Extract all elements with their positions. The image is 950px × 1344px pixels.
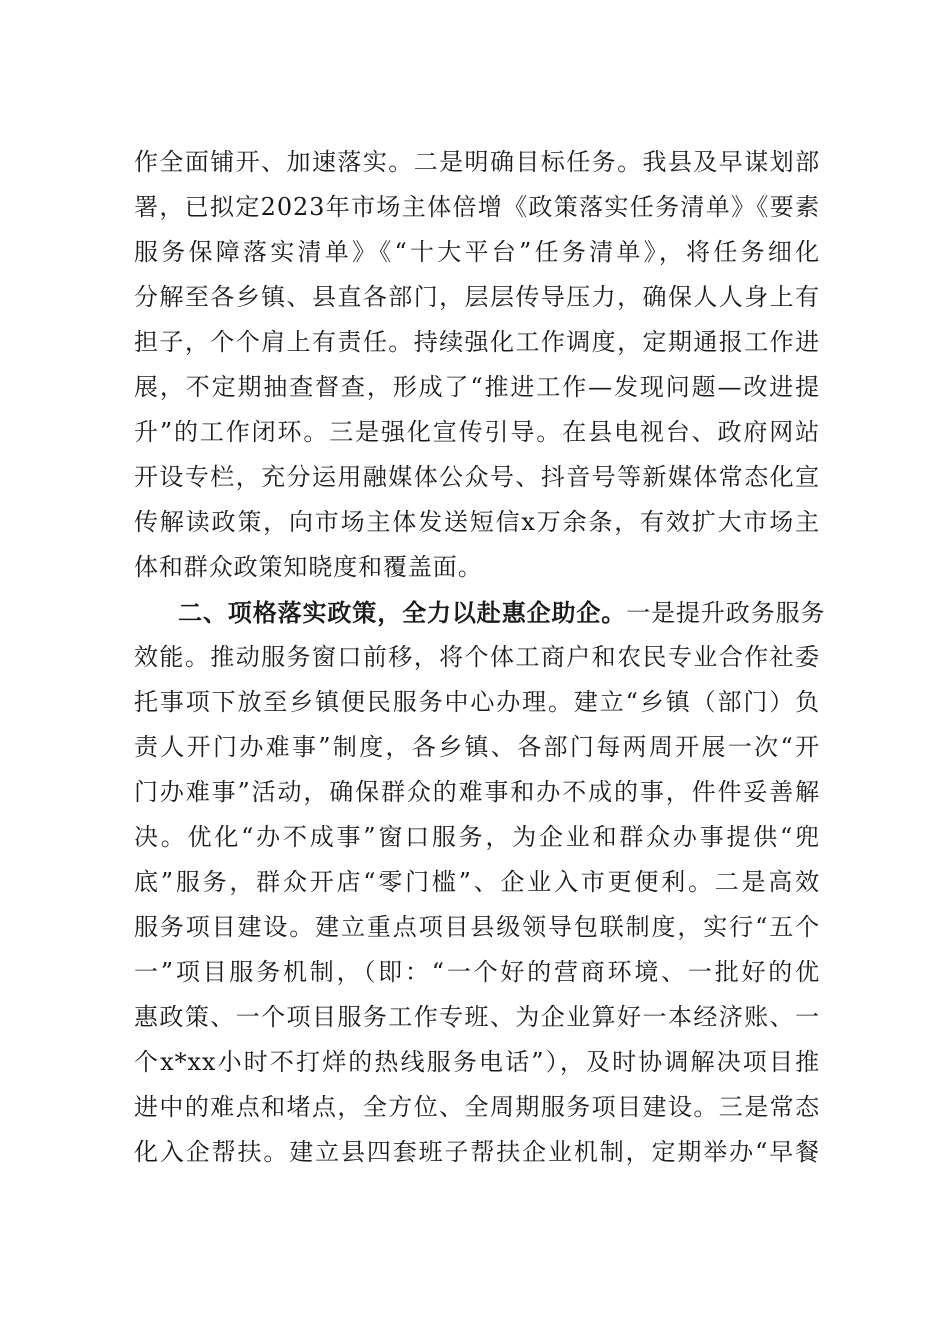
text-line: 责人开门办难事”制度，各乡镇、各部门每两周开展一次“开 [134, 733, 820, 761]
text-line: 署，已拟定2023年市场主体倍增《政策落实任务清单》《要素 [134, 193, 820, 221]
text-line: 展，不定期抽查督查，形成了“推进工作—发现问题—改进提 [134, 373, 820, 401]
text-line: 服务保障落实清单》《“十大平台”任务清单》，将任务细化 [134, 238, 820, 266]
text-line: 服务项目建设。建立重点项目县级领导包联制度，实行“五个 [134, 913, 820, 941]
text-line: 分解至各乡镇、县直各部门，层层传导压力，确保人人身上有 [134, 283, 820, 311]
paragraph-section-two [134, 590, 826, 1175]
text-line: 个x*xx小时不打烊的热线服务电话”），及时协调解决项目推 [134, 1048, 820, 1076]
text-line: 进中的难点和堵点，全方位、全周期服务项目建设。三是常态 [134, 1093, 820, 1121]
text-line: 开设专栏，充分运用融媒体公众号、抖音号等新媒体常态化宣 [134, 463, 820, 491]
text-line: 底”服务，群众开店“零门槛”、企业入市更便利。二是高效 [134, 868, 820, 896]
text-line: 传解读政策，向市场主体发送短信x万余条，有效扩大市场主 [134, 508, 820, 536]
text-line: 化入企帮扶。建立县四套班子帮扶企业机制，定期举办“早餐 [134, 1138, 820, 1166]
text-line: 惠政策、一个项目服务工作专班、为企业算好一本经济账、一 [134, 1003, 820, 1031]
paragraph-continuation [134, 140, 820, 590]
document-body [134, 140, 826, 1175]
text-line-first [134, 590, 826, 635]
text-line: 托事项下放至乡镇便民服务中心办理。建立“乡镇（部门）负 [134, 688, 820, 716]
heading-line-rest: 一是提升政务服务 [626, 599, 826, 627]
section-heading: 二、项格落实政策，全力以赴惠企助企。 [178, 598, 627, 627]
text-line: 决。优化“办不成事”窗口服务，为企业和群众办事提供“兜 [134, 823, 820, 851]
text-line: 效能。推动服务窗口前移，将个体工商户和农民专业合作社委 [134, 643, 820, 671]
text-line: 担子，个个肩上有责任。持续强化工作调度，定期通报工作进 [134, 328, 820, 356]
text-line: 一”项目服务机制，（即：“一个好的营商环境、一批好的优 [134, 958, 820, 986]
text-line: 升”的工作闭环。三是强化宣传引导。在县电视台、政府网站 [134, 418, 820, 446]
text-line: 作全面铺开、加速落实。二是明确目标任务。我县及早谋划部 [134, 148, 820, 176]
text-line: 门办难事”活动，确保群众的难事和办不成的事，件件妥善解 [134, 778, 820, 806]
text-line: 体和群众政策知晓度和覆盖面。 [134, 553, 483, 581]
